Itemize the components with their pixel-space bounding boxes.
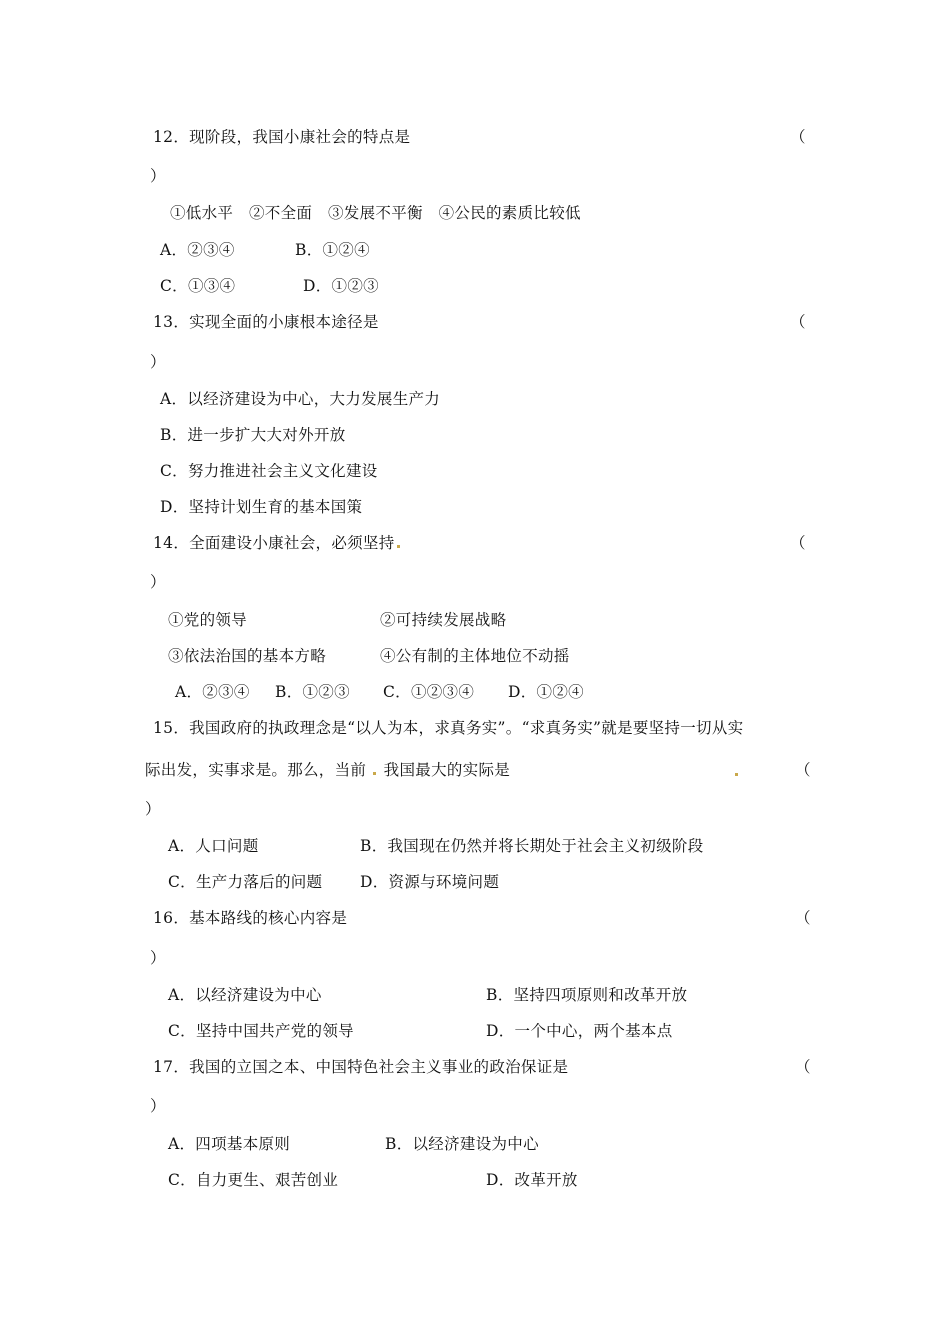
question-14-item-2: ②可持续发展战略: [380, 611, 507, 629]
question-14-option-a: A．②③④: [175, 683, 250, 701]
question-13-option-b: B．进一步扩大大对外开放: [160, 426, 346, 444]
question-14-open-paren: （: [790, 534, 806, 552]
question-12-close-paren: ）: [150, 167, 166, 185]
question-13-close-paren: ）: [150, 353, 166, 371]
highlight-mark: [397, 545, 400, 548]
question-15-option-b: B．我国现在仍然并将长期处于社会主义初级阶段: [360, 837, 704, 855]
question-14-stem-text: 14．全面建设小康社会，必须坚持: [153, 534, 395, 552]
highlight-mark: [373, 772, 376, 775]
question-17-open-paren: （: [795, 1058, 811, 1076]
question-12-option-a: A．②③④: [160, 241, 235, 259]
question-12-open-paren: （: [790, 128, 806, 146]
question-16-stem: 16．基本路线的核心内容是: [153, 909, 348, 927]
question-17-close-paren: ）: [150, 1097, 166, 1115]
question-16-option-a: A．以经济建设为中心: [168, 986, 322, 1004]
question-13-option-d: D．坚持计划生育的基本国策: [160, 498, 363, 516]
question-12-option-b: B．①②④: [295, 241, 370, 259]
question-14-item-4: ④公有制的主体地位不动摇: [380, 647, 570, 665]
question-16-option-c: C．坚持中国共产党的领导: [168, 1022, 354, 1040]
question-16-open-paren: （: [795, 909, 811, 927]
question-15-stem-part-2: 我国最大的实际是: [383, 761, 511, 779]
question-13-option-a: A．以经济建设为中心，大力发展生产力: [160, 390, 441, 408]
question-13-stem: 13．实现全面的小康根本途径是: [153, 313, 379, 331]
question-12-option-d: D．①②③: [303, 277, 379, 295]
question-14-stem: [153, 533, 402, 553]
question-15-stem-line-2: [145, 760, 510, 780]
question-14-close-paren: ）: [150, 573, 166, 591]
question-14-item-3: ③依法治国的基本方略: [168, 647, 327, 665]
question-15-close-paren: ）: [145, 800, 161, 818]
question-17-stem: 17．我国的立国之本、中国特色社会主义事业的政治保证是: [153, 1058, 569, 1076]
question-15-stem-line-1: 15．我国政府的执政理念是“以人为本，求真务实”。“求真务实”就是要坚持一切从实: [153, 719, 744, 737]
question-12-stem: 12．现阶段，我国小康社会的特点是: [153, 128, 411, 146]
question-17-option-b: B．以经济建设为中心: [385, 1135, 539, 1153]
question-14-option-c: C．①②③④: [383, 683, 475, 701]
question-12-items: ①低水平 ②不全面 ③发展不平衡 ④公民的素质比较低: [170, 204, 581, 222]
highlight-mark: [735, 773, 738, 776]
question-17-option-d: D．改革开放: [486, 1171, 578, 1189]
question-16-close-paren: ）: [150, 949, 166, 967]
question-14-option-b: B．①②③: [275, 683, 350, 701]
question-14-option-d: D．①②④: [508, 683, 584, 701]
question-15-open-paren: （: [795, 761, 811, 779]
question-16-option-b: B．坚持四项原则和改革开放: [486, 986, 688, 1004]
question-15-option-d: D．资源与环境问题: [360, 873, 500, 891]
question-14-item-1: ①党的领导: [168, 611, 248, 629]
question-13-option-c: C．努力推进社会主义文化建设: [160, 462, 378, 480]
question-17-option-c: C．自力更生、艰苦创业: [168, 1171, 339, 1189]
question-16-option-d: D．一个中心，两个基本点: [486, 1022, 673, 1040]
question-15-option-c: C．生产力落后的问题: [168, 873, 323, 891]
question-15-stem-part-1: 际出发，实事求是。那么，当前: [145, 761, 367, 779]
question-12-option-c: C．①③④: [160, 277, 236, 295]
question-13-open-paren: （: [790, 313, 806, 331]
question-17-option-a: A．四项基本原则: [168, 1135, 291, 1153]
question-15-option-a: A．人口问题: [168, 837, 259, 855]
